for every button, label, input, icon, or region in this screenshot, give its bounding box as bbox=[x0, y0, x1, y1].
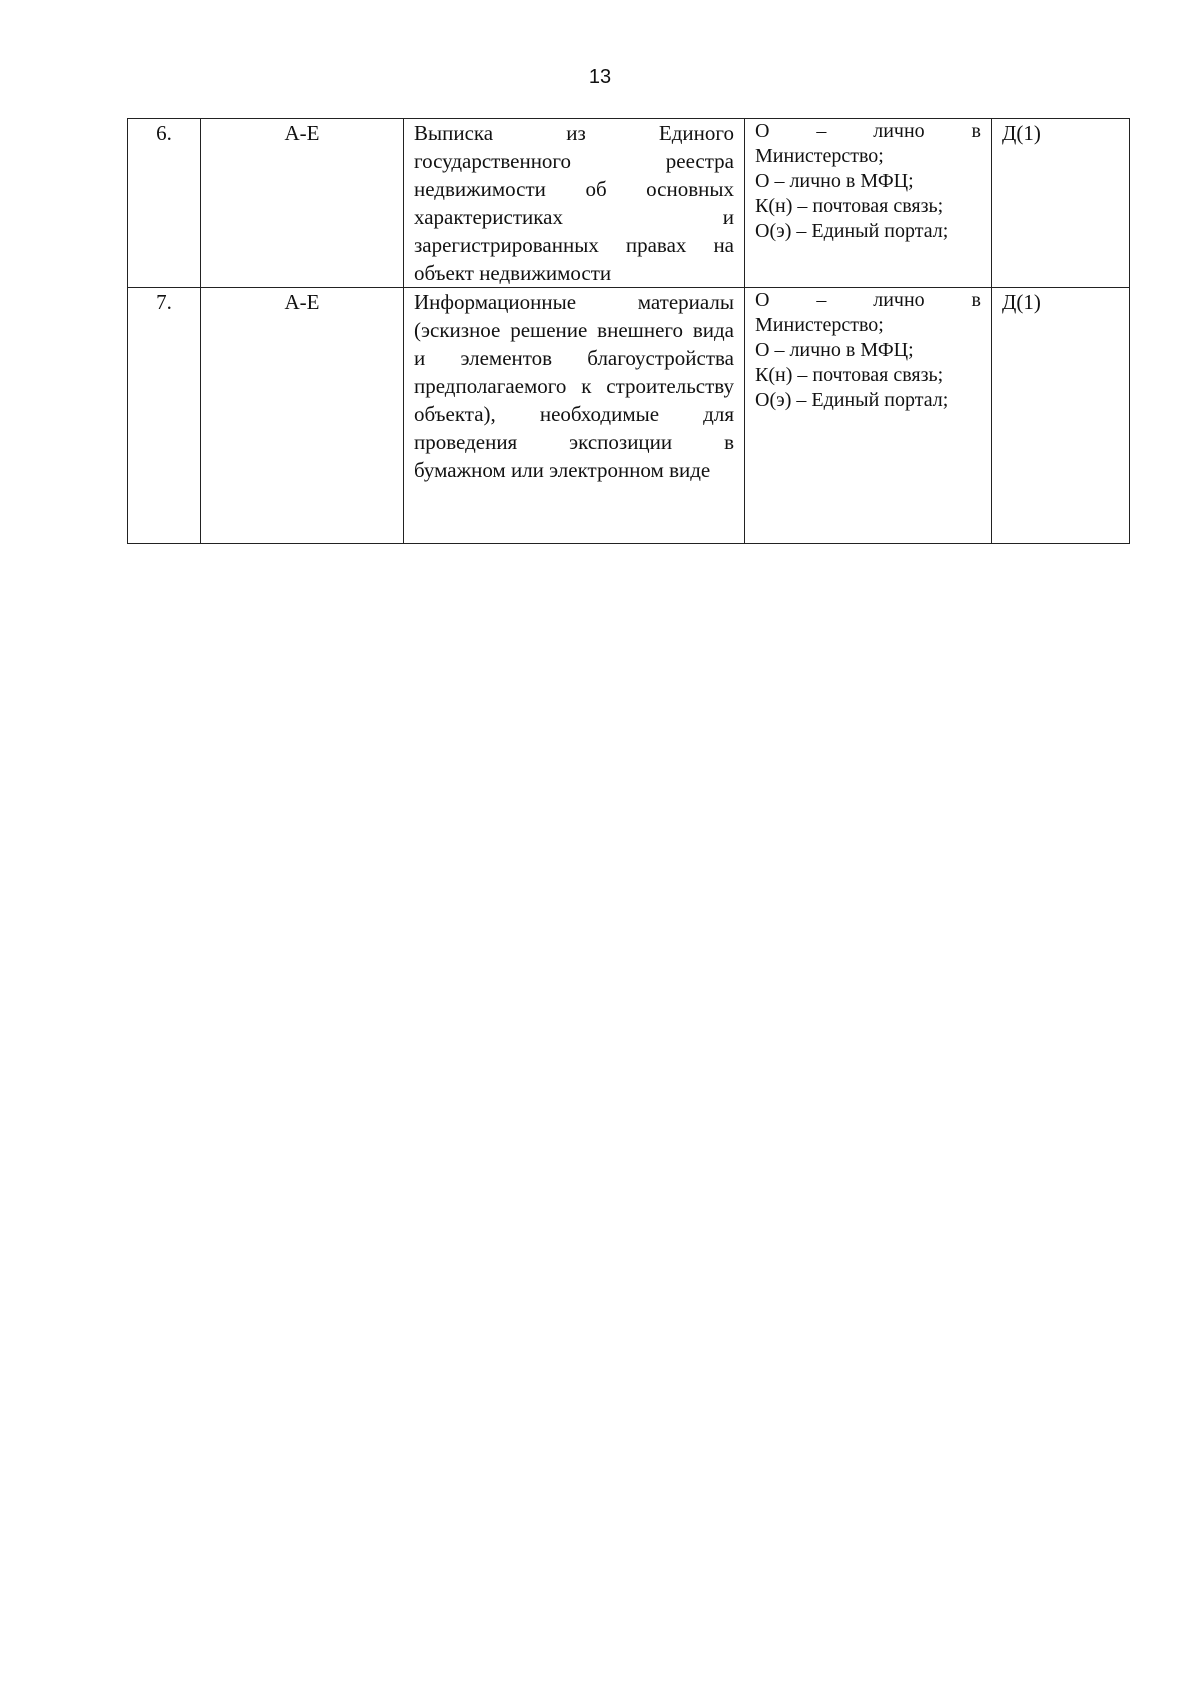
row-number-cell bbox=[128, 119, 201, 288]
table-row bbox=[128, 288, 1130, 544]
submission-method: О – лично в bbox=[755, 289, 981, 311]
submission-method: К(н) – почтовая связь; bbox=[755, 364, 944, 386]
documents-table bbox=[127, 118, 1130, 544]
document-name-cell bbox=[404, 288, 745, 544]
submission-method: К(н) – почтовая связь; bbox=[755, 195, 944, 217]
document-name: Выписка из Единого государственного реестра недвижимости об основных характеристиках и зарегистрированных правах на объект недвижимости bbox=[414, 121, 734, 285]
submission-method: О – лично в bbox=[755, 120, 981, 142]
row-number: 7. bbox=[156, 290, 172, 314]
document-form-cell bbox=[992, 119, 1130, 288]
submission-methods-cell bbox=[745, 119, 992, 288]
document-form-cell bbox=[992, 288, 1130, 544]
document-name-cell bbox=[404, 119, 745, 288]
table-row bbox=[128, 119, 1130, 288]
document-name: Информационные материалы (эскизное решение внешнего вида и элементов благоустройства предполагаемого к строительству объекта), необходимые для проведения экспозиции в бумажном или электронном виде bbox=[414, 290, 734, 482]
applicant-code: А-Е bbox=[284, 121, 320, 145]
submission-method: О(э) – Единый портал; bbox=[755, 389, 949, 411]
submission-method: О – лично в МФЦ; bbox=[755, 339, 914, 361]
row-number: 6. bbox=[156, 121, 172, 145]
applicant-code: А-Е bbox=[284, 290, 320, 314]
applicant-code-cell bbox=[201, 288, 404, 544]
submission-method: Министерство; bbox=[755, 314, 884, 336]
applicant-code-cell bbox=[201, 119, 404, 288]
page-number: 13 bbox=[588, 66, 612, 88]
document-form: Д(1) bbox=[1002, 121, 1041, 145]
document-form: Д(1) bbox=[1002, 290, 1041, 314]
submission-method: О – лично в МФЦ; bbox=[755, 170, 914, 192]
submission-methods-cell bbox=[745, 288, 992, 544]
submission-method: О(э) – Единый портал; bbox=[755, 220, 949, 242]
row-number-cell bbox=[128, 288, 201, 544]
submission-method: Министерство; bbox=[755, 145, 884, 167]
